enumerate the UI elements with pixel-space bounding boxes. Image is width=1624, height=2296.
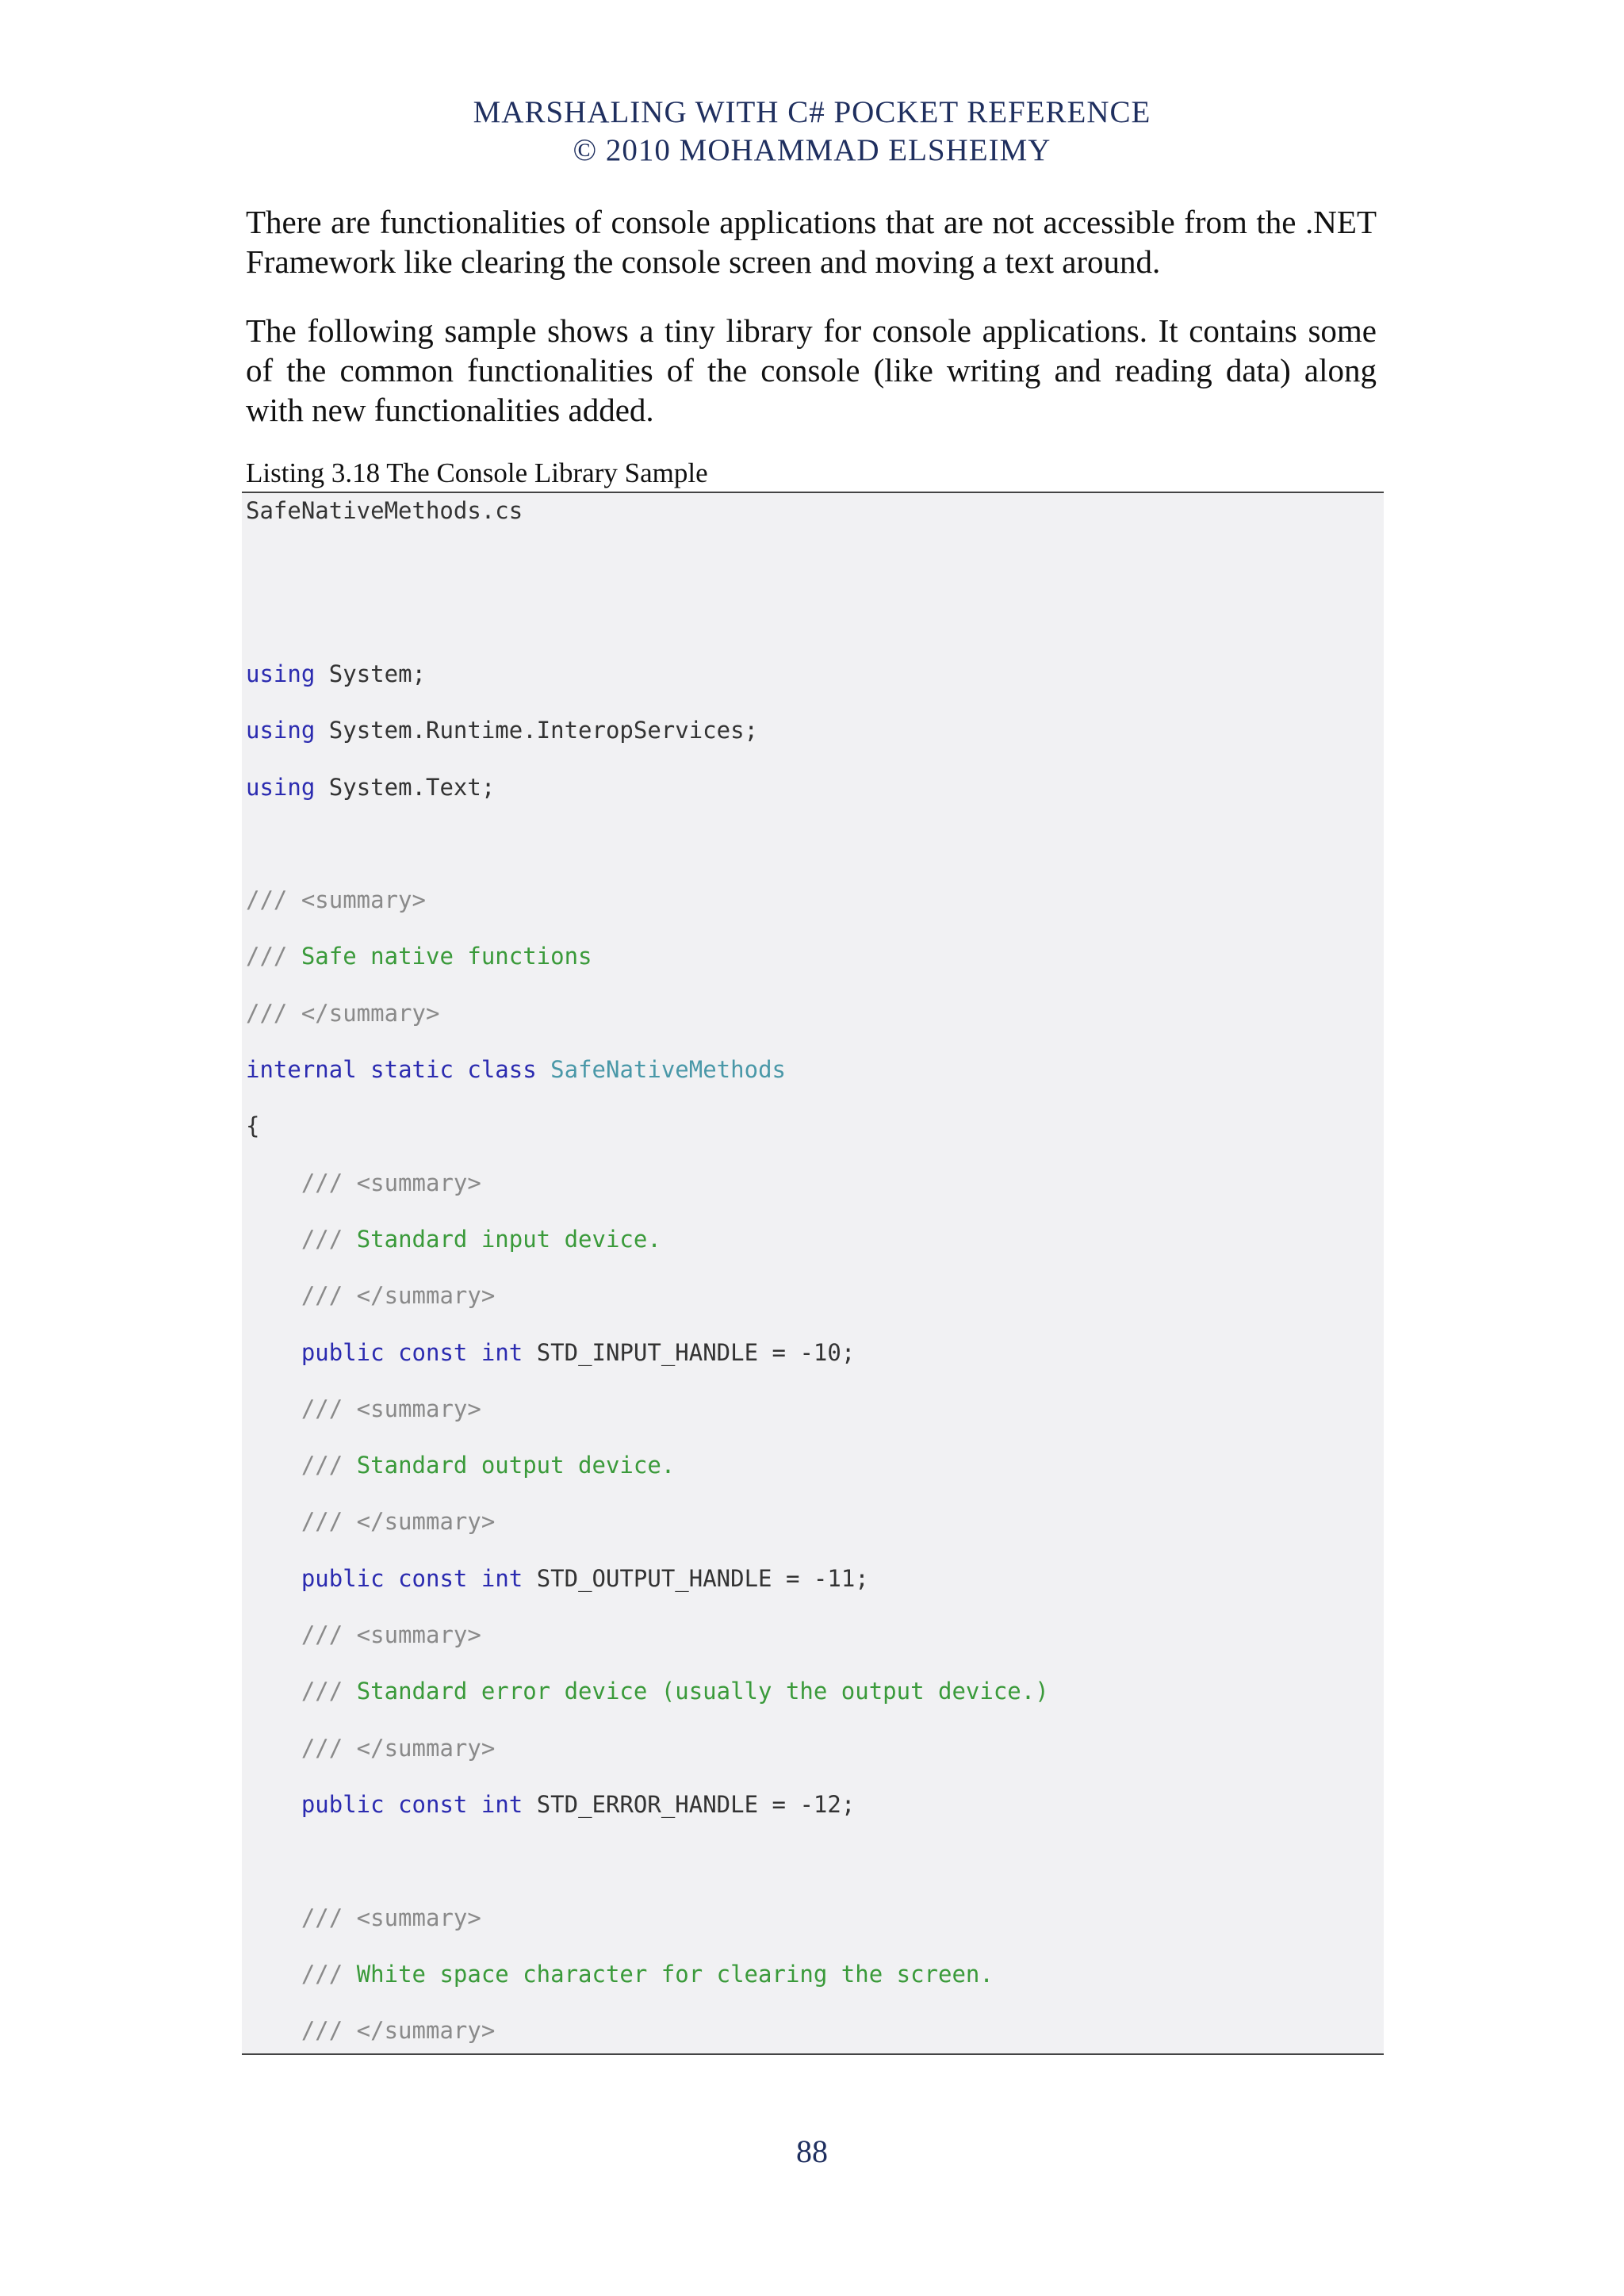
code-line	[246, 1790, 1049, 1846]
code-token-plain	[246, 1565, 301, 1592]
code-token-kw: public	[301, 1564, 385, 1592]
code-line	[246, 1338, 1049, 1395]
code-token-plain	[246, 1282, 301, 1309]
code-token-cmtmark: /// </summary>	[301, 2017, 496, 2045]
code-line	[246, 1621, 1049, 1677]
code-token-plain: System;	[315, 660, 426, 687]
code-token-plain	[246, 1735, 301, 1762]
code-token-plain: {	[246, 1112, 260, 1140]
code-token-plain	[467, 1791, 481, 1818]
code-token-kw: const	[398, 1790, 468, 1818]
code-token-plain	[246, 1226, 301, 1253]
listing-filename: SafeNativeMethods.cs	[246, 497, 523, 524]
code-token-cmtmark: ///	[301, 1452, 343, 1479]
code-line	[246, 1677, 1049, 1733]
code-token-plain	[246, 1452, 301, 1479]
code-token-plain: System.Text;	[315, 773, 496, 801]
code-token-plain	[246, 1395, 301, 1422]
code-token-plain	[537, 1056, 550, 1083]
code-token-plain	[385, 1565, 398, 1592]
code-token-cmt: Standard error device (usually the output device.)	[343, 1678, 1049, 1705]
code-token-cmtmark: /// </summary>	[246, 999, 440, 1027]
code-line	[246, 1169, 1049, 1225]
code-token-plain	[246, 1339, 301, 1366]
code-token-cmtmark: ///	[301, 1678, 343, 1705]
code-token-cmtmark: /// <summary>	[301, 1621, 481, 1649]
code-token-kw: using	[246, 717, 316, 744]
code-token-cmt: Standard output device.	[343, 1452, 676, 1479]
code-token-plain	[246, 1508, 301, 1535]
code-line	[246, 1960, 1049, 2016]
code-token-cmtmark: /// <summary>	[246, 886, 426, 914]
code-token-plain	[467, 1339, 481, 1366]
code-token-plain	[246, 1961, 301, 1988]
code-token-plain	[385, 1339, 398, 1366]
code-token-cmt: White space character for clearing the screen.	[343, 1960, 994, 1988]
code-line	[246, 942, 1049, 998]
code-line	[246, 1281, 1049, 1337]
code-token-plain	[385, 1791, 398, 1818]
code-line	[246, 999, 1049, 1055]
running-header	[0, 94, 1624, 170]
code-token-plain	[246, 1791, 301, 1818]
code-token-kw: const	[398, 1564, 468, 1592]
code-token-plain	[246, 1621, 301, 1648]
code-line	[246, 1564, 1049, 1621]
code-token-plain	[246, 2017, 301, 2044]
code-token-plain: STD_INPUT_HANDLE = -10;	[523, 1338, 856, 1366]
code-line	[246, 1112, 1049, 1168]
code-token-plain	[246, 1169, 301, 1196]
code-line	[246, 886, 1049, 942]
code-token-kw: int	[481, 1564, 523, 1592]
code-token-plain: System.Runtime.InteropServices;	[315, 717, 759, 744]
code-line	[246, 829, 1049, 886]
code-token-kw: int	[481, 1790, 523, 1818]
code-token-kw: public	[301, 1338, 385, 1366]
code-token-kw: class	[467, 1056, 537, 1084]
code-token-cmtmark: /// </summary>	[301, 1508, 496, 1536]
code-token-kw: public	[301, 1790, 385, 1818]
code-line	[246, 1507, 1049, 1563]
code-token-cmtmark: /// </summary>	[301, 1282, 496, 1310]
code-token-kw: static	[370, 1056, 454, 1084]
code-token-cmtmark: /// <summary>	[301, 1904, 481, 1931]
code-token-kw: internal	[246, 1056, 357, 1084]
header-book-title: MARSHALING WITH C# POCKET REFERENCE	[473, 95, 1151, 129]
code-line	[246, 1904, 1049, 1960]
code-line	[246, 660, 1049, 716]
header-copyright: © 2010 MOHAMMAD ELSHEIMY	[573, 133, 1051, 167]
code-token-cmt: Safe native functions	[287, 943, 592, 970]
code-token-kw: using	[246, 773, 316, 801]
code-token-plain: STD_ERROR_HANDLE = -12;	[523, 1790, 856, 1818]
listing-caption: Listing 3.18 The Console Library Sample	[246, 457, 708, 488]
code-token-kw: int	[481, 1338, 523, 1366]
body-paragraph-2: The following sample shows a tiny library for console applications. It contains some of the common functionalities of the console (like writing and reading data) along with new functionalities added.	[246, 312, 1377, 428]
code-token-cmtmark: ///	[301, 1960, 343, 1988]
code-token-plain	[467, 1565, 481, 1592]
code-token-plain	[246, 1678, 301, 1705]
code-token-plain	[454, 1056, 467, 1083]
code-lines	[246, 660, 1049, 2072]
code-line	[246, 2016, 1049, 2072]
code-line	[246, 773, 1049, 829]
code-listing	[242, 492, 1384, 2055]
code-token-kw: using	[246, 660, 316, 687]
code-line	[246, 1055, 1049, 1112]
code-line	[246, 1846, 1049, 1903]
code-token-cmtmark: /// </summary>	[301, 1734, 496, 1762]
code-token-type: SafeNativeMethods	[550, 1056, 786, 1084]
code-token-plain: STD_OUTPUT_HANDLE = -11;	[523, 1564, 869, 1592]
code-token-kw: const	[398, 1338, 468, 1366]
code-token-cmtmark: ///	[301, 1225, 343, 1253]
code-token-cmtmark: /// <summary>	[301, 1395, 481, 1422]
code-token-plain	[246, 1904, 301, 1931]
code-line	[246, 1451, 1049, 1507]
code-line	[246, 716, 1049, 772]
code-line	[246, 1734, 1049, 1790]
code-line	[246, 1225, 1049, 1281]
code-line	[246, 1395, 1049, 1451]
code-token-cmtmark: ///	[246, 943, 288, 970]
code-token-plain	[357, 1056, 370, 1083]
code-token-cmtmark: /// <summary>	[301, 1169, 481, 1196]
code-token-cmt: Standard input device.	[343, 1225, 661, 1253]
body-paragraph-1: There are functionalities of console applications that are not accessible from the .NET Framework like clearing the console screen and moving a text around.	[246, 204, 1377, 280]
page-number: 88	[796, 2133, 828, 2169]
